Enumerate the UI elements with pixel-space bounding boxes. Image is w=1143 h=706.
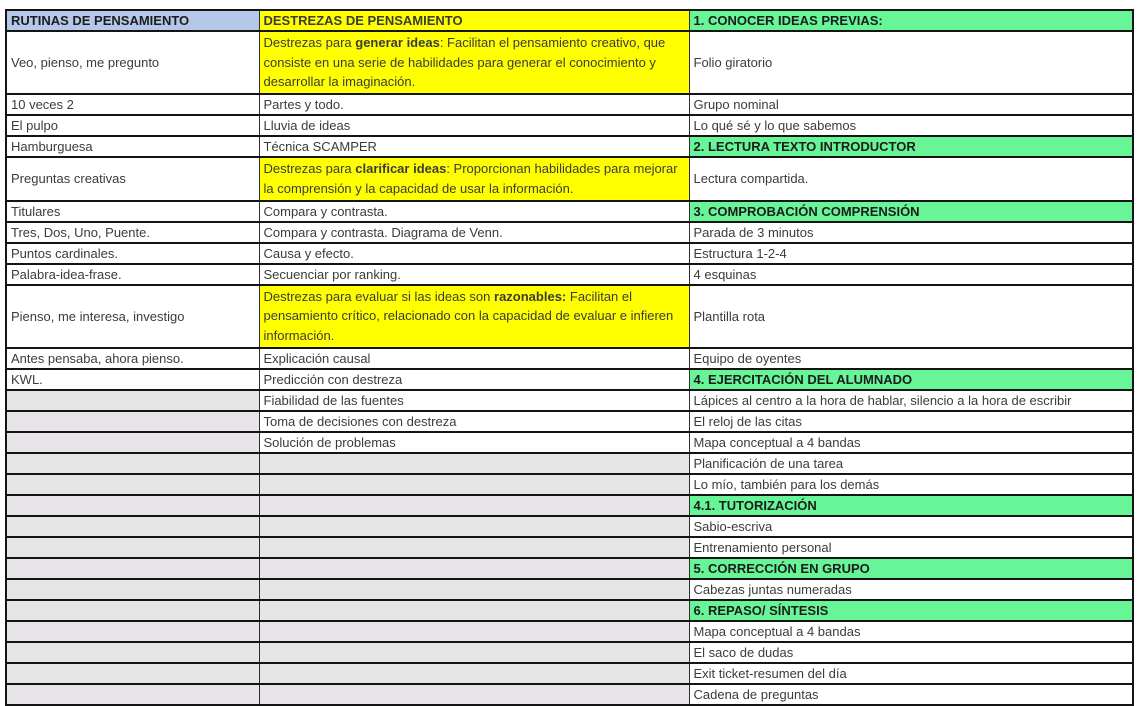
cell-destrezas[interactable]: Toma de decisiones con destreza — [259, 411, 689, 432]
cell-rutinas[interactable]: Palabra-idea-frase. — [6, 264, 259, 285]
table-row — [6, 115, 1133, 136]
cell-tecnicas-section-header[interactable]: 5. CORRECCIÓN EN GRUPO — [689, 558, 1133, 579]
note-text: Destrezas para — [263, 161, 356, 177]
cell-rutinas-empty[interactable] — [6, 558, 259, 579]
cell-tecnicas[interactable]: Estructura 1-2-4 — [689, 243, 1133, 264]
cell-rutinas[interactable]: 10 veces 2 — [6, 94, 259, 115]
cell-destrezas[interactable]: Compara y contrasta. Diagrama de Venn. — [259, 222, 689, 243]
note-bold-text: clarificar ideas — [355, 161, 447, 177]
cell-destrezas-empty[interactable] — [259, 537, 689, 558]
table-row — [6, 642, 1133, 663]
cell-tecnicas[interactable]: Entrenamiento personal — [689, 537, 1133, 558]
cell-rutinas-empty[interactable] — [6, 663, 259, 684]
cell-rutinas[interactable]: Veo, pienso, me pregunto — [6, 31, 259, 94]
cell-destrezas-empty[interactable] — [259, 516, 689, 537]
cell-tecnicas[interactable]: Mapa conceptual a 4 bandas — [689, 621, 1133, 642]
note-bold-text: generar ideas — [355, 35, 440, 51]
table-row — [6, 516, 1133, 537]
cell-rutinas-empty[interactable] — [6, 474, 259, 495]
table-row — [6, 243, 1133, 264]
cell-rutinas[interactable]: Tres, Dos, Uno, Puente. — [6, 222, 259, 243]
cell-tecnicas[interactable]: Cadena de preguntas — [689, 684, 1133, 705]
cell-tecnicas[interactable]: Cabezas juntas numeradas — [689, 579, 1133, 600]
cell-destrezas-empty[interactable] — [259, 663, 689, 684]
table-row — [6, 31, 1133, 94]
cell-tecnicas[interactable]: Grupo nominal — [689, 94, 1133, 115]
cell-tecnicas-section-header[interactable]: 4.1. TUTORIZACIÓN — [689, 495, 1133, 516]
cell-tecnicas-section-header[interactable]: 3. COMPROBACIÓN COMPRENSIÓN — [689, 201, 1133, 222]
cell-rutinas[interactable]: Pienso, me interesa, investigo — [6, 285, 259, 348]
cell-rutinas[interactable]: Antes pensaba, ahora pienso. — [6, 348, 259, 369]
cell-destrezas-empty[interactable] — [259, 558, 689, 579]
cell-destrezas[interactable]: Técnica SCAMPER — [259, 136, 689, 157]
table-row — [6, 453, 1133, 474]
cell-destrezas-empty[interactable] — [259, 579, 689, 600]
note-text: Destrezas para evaluar si las ideas son — [263, 288, 495, 304]
table-row — [6, 579, 1133, 600]
table-row — [6, 495, 1133, 516]
cell-rutinas-empty[interactable] — [6, 390, 259, 411]
table-row — [6, 621, 1133, 642]
column-header-destrezas[interactable]: DESTREZAS DE PENSAMIENTO — [259, 10, 689, 31]
cell-tecnicas[interactable]: Equipo de oyentes — [689, 348, 1133, 369]
table-row — [6, 663, 1133, 684]
table-row — [6, 222, 1133, 243]
column-header-rutinas[interactable]: RUTINAS DE PENSAMIENTO — [6, 10, 259, 31]
cell-destrezas[interactable]: Secuenciar por ranking. — [259, 264, 689, 285]
cell-destrezas[interactable]: Lluvia de ideas — [259, 115, 689, 136]
note-text: Facilitan el pensamiento crítico, relacionado con la capacidad de evaluar e infieren información. — [263, 288, 674, 344]
cell-rutinas-empty[interactable] — [6, 495, 259, 516]
cell-tecnicas[interactable]: Lo qué sé y lo que sabemos — [689, 115, 1133, 136]
cell-tecnicas[interactable]: Planificación de una tarea — [689, 453, 1133, 474]
column-header-tecnicas[interactable]: 1. CONOCER IDEAS PREVIAS: — [689, 10, 1133, 31]
cell-rutinas-empty[interactable] — [6, 600, 259, 621]
cell-tecnicas-section-header[interactable]: 6. REPASO/ SÍNTESIS — [689, 600, 1133, 621]
table-row — [6, 432, 1133, 453]
cell-rutinas[interactable]: Hamburguesa — [6, 136, 259, 157]
cell-rutinas-empty[interactable] — [6, 684, 259, 705]
cell-rutinas-empty[interactable] — [6, 411, 259, 432]
cell-destrezas-empty[interactable] — [259, 600, 689, 621]
cell-destrezas-empty[interactable] — [259, 642, 689, 663]
header-row — [6, 10, 1133, 31]
table-row — [6, 136, 1133, 157]
table-row — [6, 94, 1133, 115]
cell-rutinas[interactable]: Titulares — [6, 201, 259, 222]
cell-destrezas[interactable]: Explicación causal — [259, 348, 689, 369]
note-text: : Facilitan el pensamiento creativo, que consiste en una serie de habilidades para generar el conocimiento y desarrollar la imaginación. — [263, 35, 666, 90]
cell-destrezas-note[interactable] — [259, 285, 689, 348]
cell-destrezas[interactable]: Partes y todo. — [259, 94, 689, 115]
cell-rutinas[interactable]: El pulpo — [6, 115, 259, 136]
cell-tecnicas[interactable]: Mapa conceptual a 4 bandas — [689, 432, 1133, 453]
cell-rutinas-empty[interactable] — [6, 537, 259, 558]
table-row — [6, 157, 1133, 200]
table-body — [6, 10, 1133, 705]
cell-destrezas-empty[interactable] — [259, 453, 689, 474]
cell-tecnicas[interactable]: Exit ticket-resumen del día — [689, 663, 1133, 684]
note-text: : Proporcionan habilidades para mejorar la comprensión y la capacidad de usar la información. — [263, 161, 678, 196]
cell-destrezas[interactable]: Predicción con destreza — [259, 369, 689, 390]
table-row — [6, 474, 1133, 495]
cell-destrezas[interactable]: Fiabilidad de las fuentes — [259, 390, 689, 411]
cell-tecnicas[interactable]: El reloj de las citas — [689, 411, 1133, 432]
cell-rutinas[interactable]: Puntos cardinales. — [6, 243, 259, 264]
cell-destrezas-empty[interactable] — [259, 474, 689, 495]
table-row — [6, 558, 1133, 579]
cell-tecnicas[interactable]: Folio giratorio — [689, 31, 1133, 94]
cell-destrezas-empty[interactable] — [259, 621, 689, 642]
cell-rutinas-empty[interactable] — [6, 642, 259, 663]
cell-tecnicas[interactable]: Sabio-escriva — [689, 516, 1133, 537]
table-row — [6, 411, 1133, 432]
cell-tecnicas[interactable]: 4 esquinas — [689, 264, 1133, 285]
cell-rutinas[interactable]: KWL. — [6, 369, 259, 390]
table-row — [6, 369, 1133, 390]
table-row — [6, 537, 1133, 558]
routines-skills-techniques-table — [5, 9, 1134, 706]
table-row — [6, 684, 1133, 705]
table-row — [6, 285, 1133, 348]
cell-destrezas[interactable]: Solución de problemas — [259, 432, 689, 453]
table-row — [6, 390, 1133, 411]
cell-destrezas[interactable]: Causa y efecto. — [259, 243, 689, 264]
cell-destrezas-empty[interactable] — [259, 495, 689, 516]
cell-destrezas-note[interactable] — [259, 157, 689, 200]
cell-destrezas[interactable]: Compara y contrasta. — [259, 201, 689, 222]
cell-rutinas-empty[interactable] — [6, 432, 259, 453]
cell-rutinas-empty[interactable] — [6, 453, 259, 474]
cell-tecnicas-section-header[interactable]: 4. EJERCITACIÓN DEL ALUMNADO — [689, 369, 1133, 390]
note-text: Destrezas para — [263, 35, 356, 51]
cell-tecnicas[interactable]: Parada de 3 minutos — [689, 222, 1133, 243]
cell-tecnicas[interactable]: Lo mío, también para los demás — [689, 474, 1133, 495]
cell-rutinas-empty[interactable] — [6, 621, 259, 642]
cell-tecnicas[interactable]: Lápices al centro a la hora de hablar, silencio a la hora de escribir — [689, 390, 1133, 411]
cell-rutinas[interactable]: Preguntas creativas — [6, 157, 259, 200]
cell-rutinas-empty[interactable] — [6, 516, 259, 537]
cell-destrezas-note[interactable] — [259, 31, 689, 94]
table-row — [6, 348, 1133, 369]
table-row — [6, 600, 1133, 621]
table-row — [6, 201, 1133, 222]
cell-tecnicas[interactable]: Lectura compartida. — [689, 157, 1133, 200]
cell-tecnicas-section-header[interactable]: 2. LECTURA TEXTO INTRODUCTOR — [689, 136, 1133, 157]
table-row — [6, 264, 1133, 285]
cell-destrezas-empty[interactable] — [259, 684, 689, 705]
cell-tecnicas[interactable]: Plantilla rota — [689, 285, 1133, 348]
note-bold-text: razonables: — [494, 288, 567, 304]
cell-rutinas-empty[interactable] — [6, 579, 259, 600]
cell-tecnicas[interactable]: El saco de dudas — [689, 642, 1133, 663]
